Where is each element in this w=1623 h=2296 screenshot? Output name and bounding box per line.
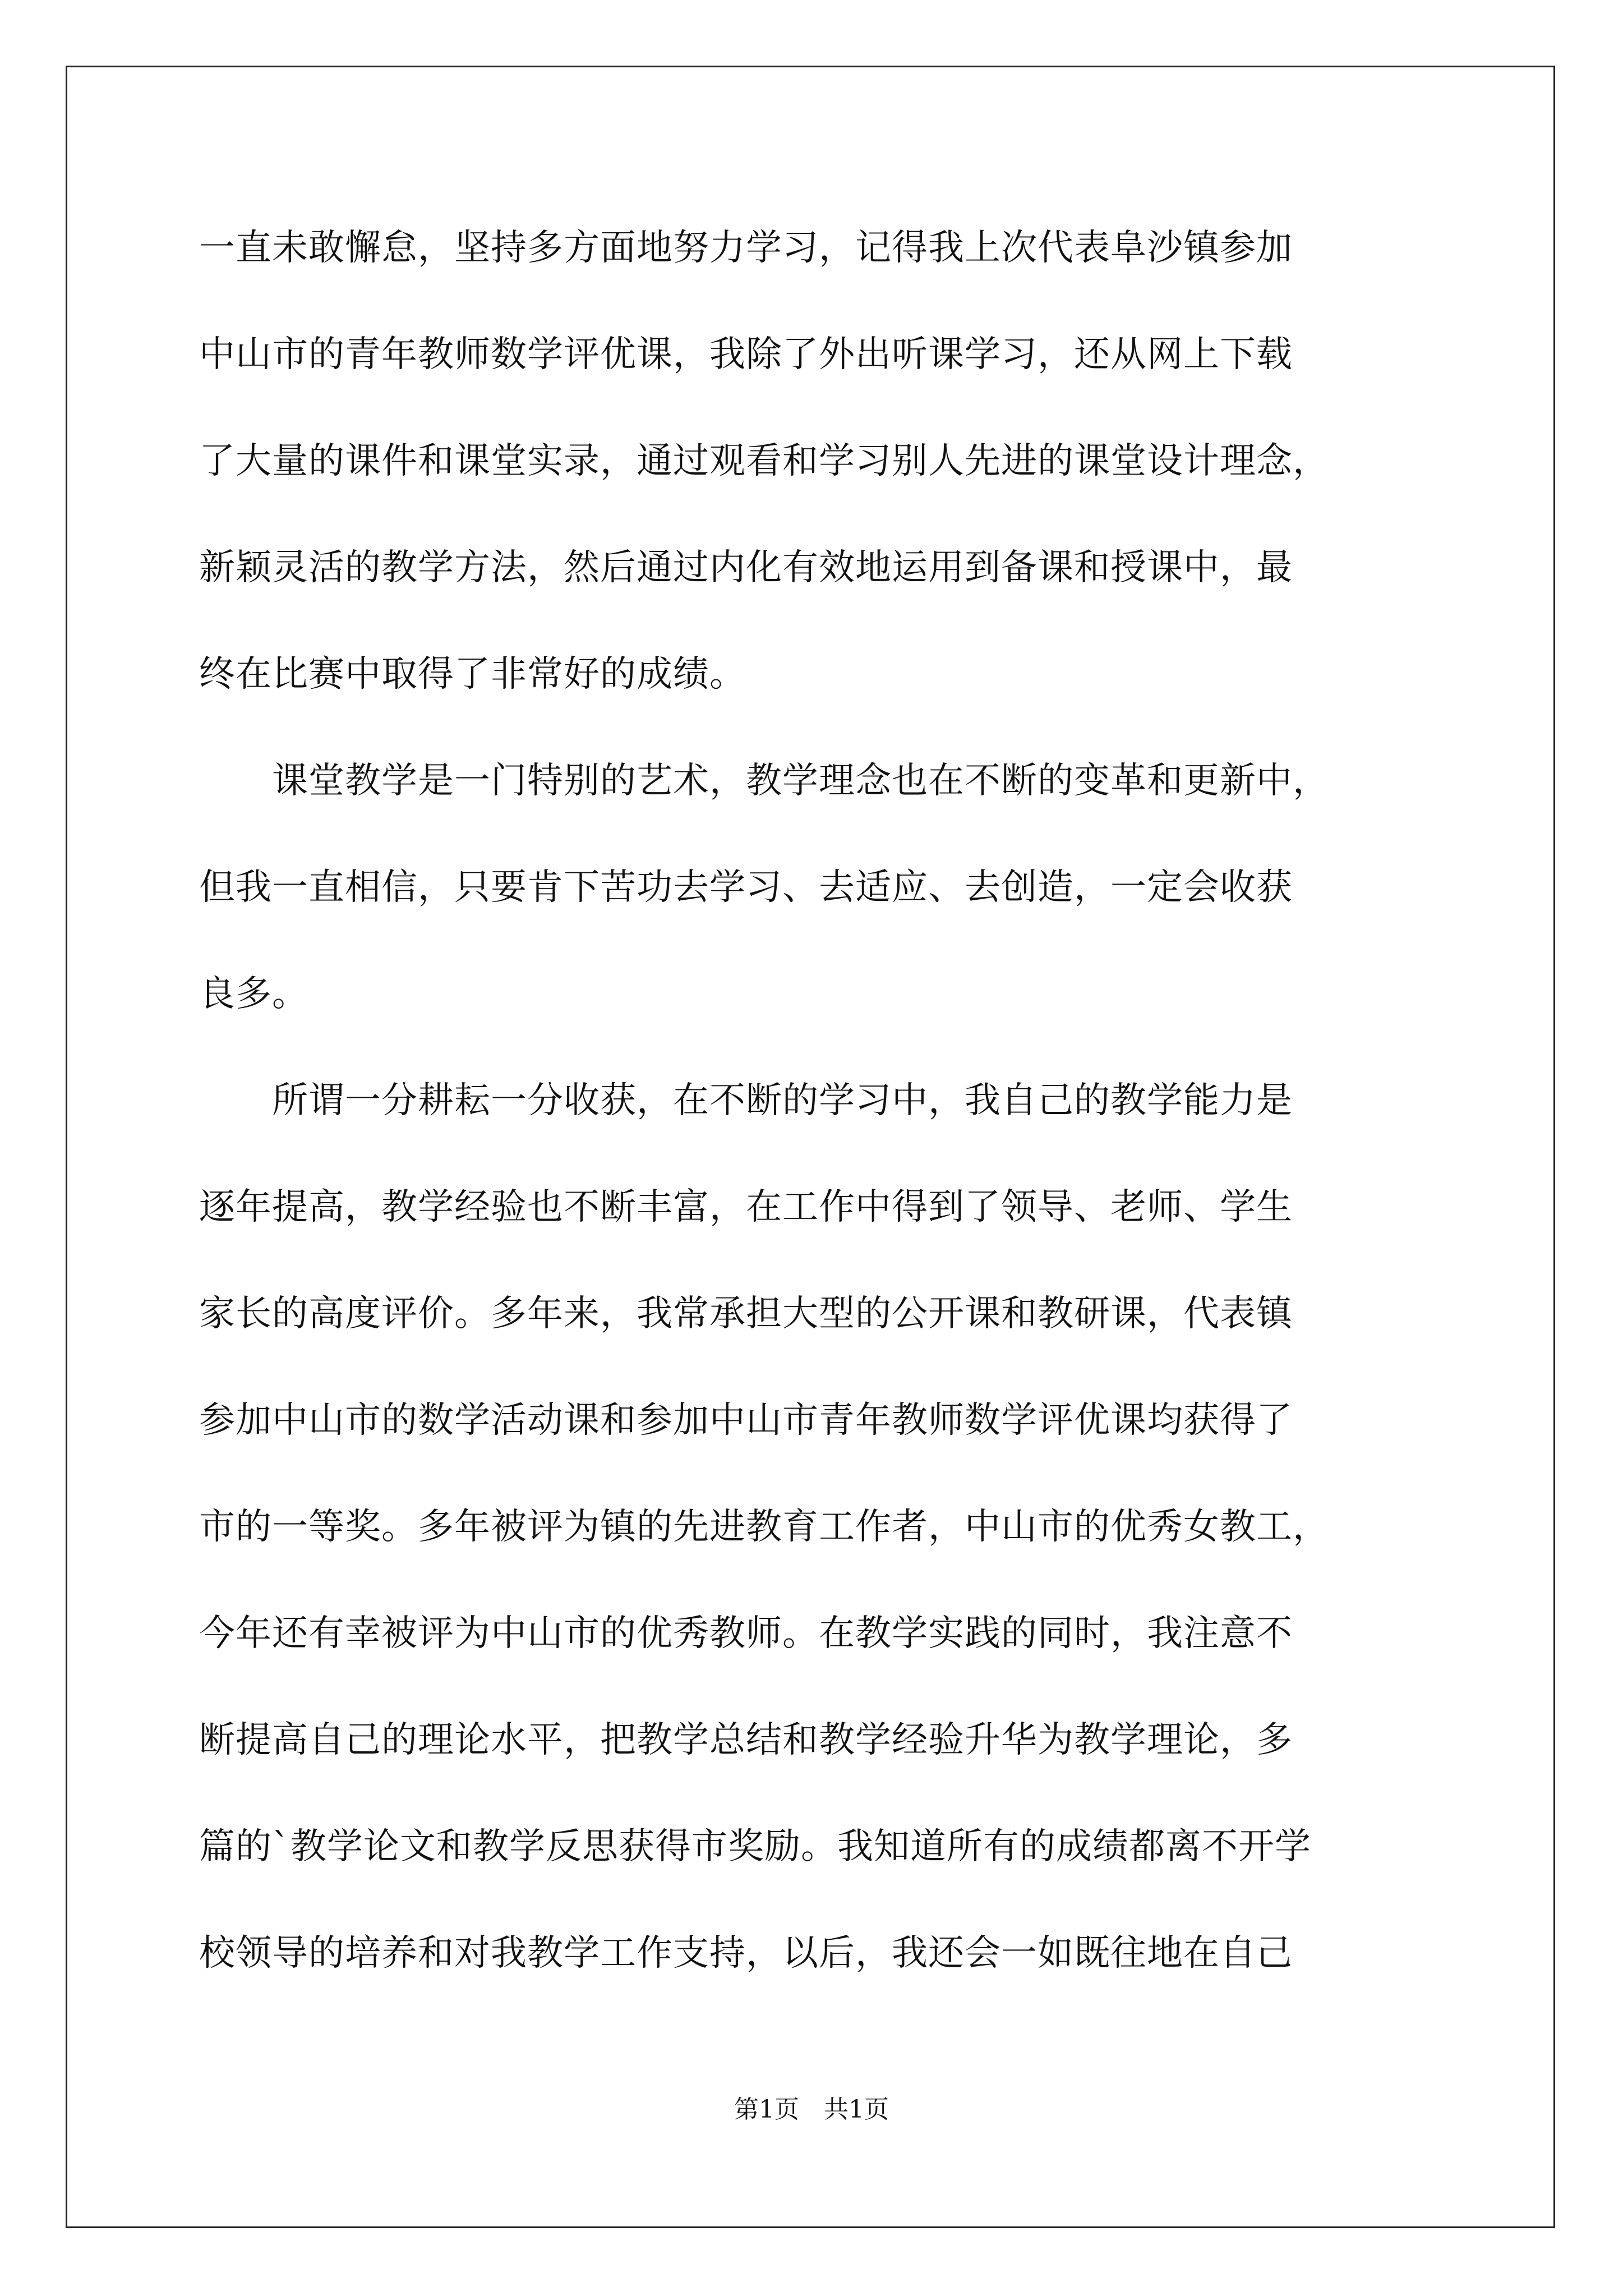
text-line: 今年还有幸被评为中山市的优秀教师。在教学实践的同时，我注意不 [199, 1613, 1293, 1654]
text-line: 一直未敢懈怠，坚持多方面地努力学习，记得我上次代表阜沙镇参加 [199, 227, 1293, 269]
text-line: 但我一直相信，只要肯下苦功去学习、去适应、去创造，一定会收获 [199, 867, 1293, 908]
text-line: 市的一等奖。多年被评为镇的先进教育工作者，中山市的优秀女教工， [199, 1506, 1329, 1548]
text-line: 校领导的培养和对我教学工作支持，以后，我还会一如既往地在自己 [199, 1932, 1293, 1974]
text-line: 了大量的课件和课堂实录，通过观看和学习别人先进的课堂设计理念， [199, 440, 1329, 482]
text-line: 断提高自己的理论水平，把教学总结和教学经验升华为教学理论，多 [199, 1719, 1293, 1761]
text-line: 中山市的青年教师数学评优课，我除了外出听课学习，还从网上下载 [199, 334, 1293, 375]
page-number-footer: 第1页 共1页 [734, 2095, 889, 2124]
text-line: 家长的高度评价。多年来，我常承担大型的公开课和教研课，代表镇 [199, 1293, 1293, 1335]
text-line: 终在比赛中取得了非常好的成绩。 [199, 654, 746, 695]
text-line: 篇的`教学论文和教学反思获得市奖励。我知道所有的成绩都离不开学 [199, 1826, 1311, 1867]
text-line: 所谓一分耕耘一分收获，在不断的学习中，我自己的教学能力是 [199, 1080, 1293, 1121]
text-line: 良多。 [199, 973, 308, 1015]
text-line: 新颖灵活的教学方法，然后通过内化有效地运用到备课和授课中，最 [199, 547, 1293, 588]
text-line: 课堂教学是一门特别的艺术，教学理念也在不断的变革和更新中， [199, 760, 1329, 802]
text-line: 参加中山市的数学活动课和参加中山市青年教师数学评优课均获得了 [199, 1400, 1293, 1441]
page-border [66, 66, 1555, 2228]
text-line: 逐年提高，教学经验也不断丰富，在工作中得到了领导、老师、学生 [199, 1186, 1293, 1228]
